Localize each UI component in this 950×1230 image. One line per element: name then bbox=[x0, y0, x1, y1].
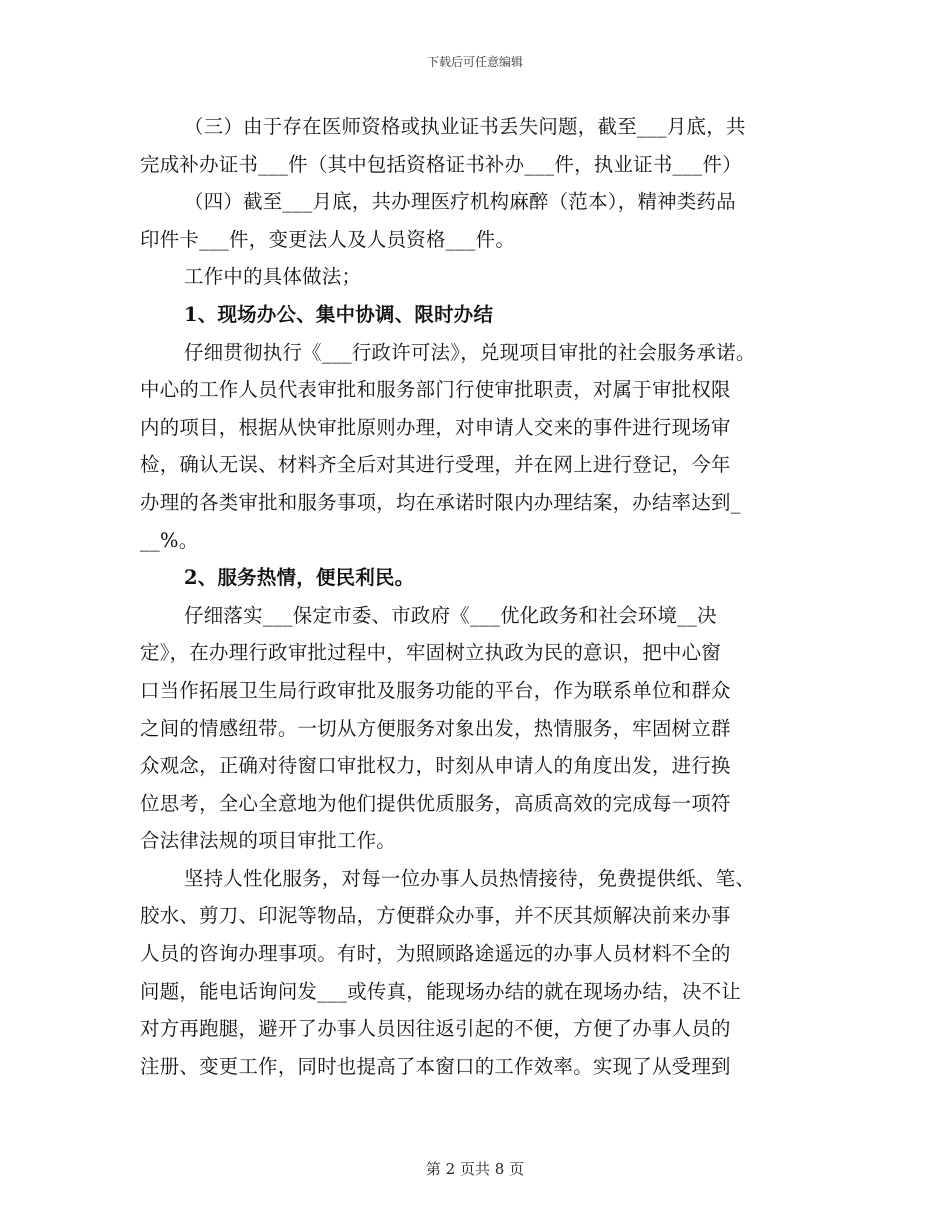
text-line: __%。 bbox=[140, 528, 199, 552]
text-line: 检，确认无误、材料齐全后对其进行受理，并在网上进行登记，今年 bbox=[140, 453, 731, 477]
text-line: 仔细贯彻执行《___行政许可法》，兑现项目审批的社会服务承诺。 bbox=[184, 340, 756, 364]
text-line: 胶水、剪刀、印泥等物品，方便群众办事，并不厌其烦解决前来办事 bbox=[140, 904, 731, 928]
text-line: 仔细落实___保定市委、市政府《___优化政务和社会环境__决 bbox=[184, 603, 717, 627]
text-line: 众观念，正确对待窗口审批权力，时刻从申请人的角度出发，进行换 bbox=[140, 754, 731, 778]
text-line: 位思考，全心全意地为他们提供优质服务，高质高效的完成每一项符 bbox=[140, 791, 731, 815]
text-line: （四）截至___月底，共办理医疗机构麻醉（范本），精神类药品 bbox=[184, 190, 736, 214]
text-line: 之间的情感纽带。一切从方便服务对象出发，热情服务，牢固树立群 bbox=[140, 716, 731, 740]
text-line: 注册、变更工作，同时也提高了本窗口的工作效率。实现了从受理到 bbox=[140, 1054, 731, 1078]
text-line: 印件卡___件，变更法人及人员资格___件。 bbox=[140, 227, 516, 251]
text-line: 内的项目，根据从快审批原则办理，对申请人交来的事件进行现场审 bbox=[140, 415, 731, 439]
text-line: 对方再跑腿，避开了办事人员因往返引起的不便，方便了办事人员的 bbox=[140, 1017, 731, 1041]
text-line: 定》，在办理行政审批过程中，牢固树立执政为民的意识，把中心窗 bbox=[140, 641, 722, 665]
text-line: 中心的工作人员代表审批和服务部门行使审批职责，对属于审批权限 bbox=[140, 378, 731, 402]
text-line: 合法律法规的项目审批工作。 bbox=[140, 829, 396, 853]
text-line: 人员的咨询办理事项。有时，为照顾路途遥远的办事人员材料不全的 bbox=[140, 942, 731, 966]
page-header: 下载后可任意编辑 bbox=[426, 55, 523, 69]
page-footer: 第 2 页共 8 页 bbox=[425, 1160, 525, 1178]
section-heading: 2、服务热情，便民利民。 bbox=[184, 566, 415, 590]
section-heading: 1、现场办公、集中协调、限时办结 bbox=[184, 302, 494, 326]
text-line: （三）由于存在医师资格或执业证书丢失问题，截至___月底，共 bbox=[184, 115, 746, 138]
text-line: 问题，能电话询问发___或传真，能现场办结的就在现场办结，决不让 bbox=[140, 979, 742, 1003]
text-line: 办理的各类审批和服务事项，均在承诺时限内办理结案，办结率达到_ bbox=[140, 490, 741, 514]
text-line: 坚持人性化服务，对每一位办事人员热情接待，免费提供纸、笔、 bbox=[184, 866, 756, 890]
text-line: 完成补办证书___件（其中包括资格证书补办___件，执业证书___件） bbox=[140, 152, 742, 176]
text-line: 口当作拓展卫生局行政审批及服务功能的平台，作为联系单位和群众 bbox=[140, 678, 731, 702]
document-body bbox=[140, 108, 812, 1085]
text-line: 工作中的具体做法； bbox=[184, 265, 362, 289]
